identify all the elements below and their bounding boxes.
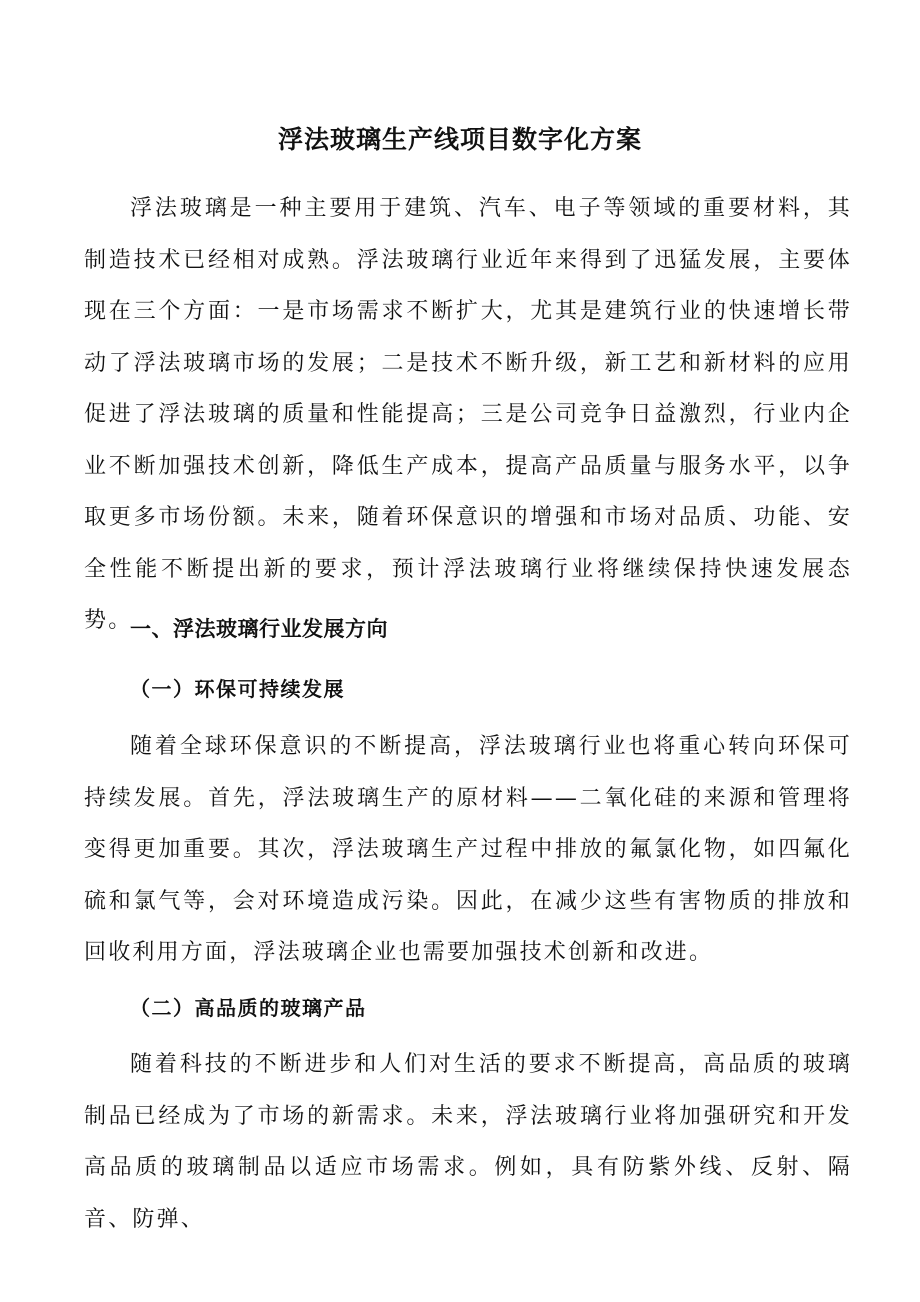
section-heading: 一、浮法玻璃行业发展方向 bbox=[130, 617, 388, 641]
environmental-paragraph: 随着全球环保意识的不断提高，浮法玻璃行业也将重心转向环保可持续发展。首先，浮法玻璃生产的原材料——二氧化硅的来源和管理将变得更加重要。其次，浮法玻璃生产过程中排放的氟氯化物，如四氟化硫和氯气等，会对环境造成污染。因此，在减少这些有害物质的排放和回收利用方面，浮法玻璃企业也需要加强技术创新和改进。 bbox=[84, 734, 852, 965]
subsection-heading-environmental: （一）环保可持续发展 bbox=[130, 677, 345, 701]
quality-paragraph: 随着科技的不断进步和人们对生活的要求不断提高，高品质的玻璃制品已经成为了市场的新需求。未来，浮法玻璃行业将加强研究和开发高品质的玻璃制品以适应市场需求。例如，具有防紫外线、反射、隔音、防弹、 bbox=[84, 1052, 852, 1232]
subsection-heading-quality: （二）高品质的玻璃产品 bbox=[130, 996, 367, 1020]
intro-paragraph: 浮法玻璃是一种主要用于建筑、汽车、电子等领域的重要材料，其制造技术已经相对成熟。浮法玻璃行业近年来得到了迅猛发展，主要体现在三个方面：一是市场需求不断扩大，尤其是建筑行业的快速增长带动了浮法玻璃市场的发展；二是技术不断升级，新工艺和新材料的应用促进了浮法玻璃的质量和性能提高；三是公司竞争日益激烈，行业内企业不断加强技术创新，降低生产成本，提高产品质量与服务水平，以争取更多市场份额。未来，随着环保意识的增强和市场对品质、功能、安全性能不断提出新的要求，预计浮法玻璃行业将继续保持快速发展态势。 bbox=[84, 196, 852, 633]
document-title: 浮法玻璃生产线项目数字化方案 bbox=[277, 125, 642, 154]
